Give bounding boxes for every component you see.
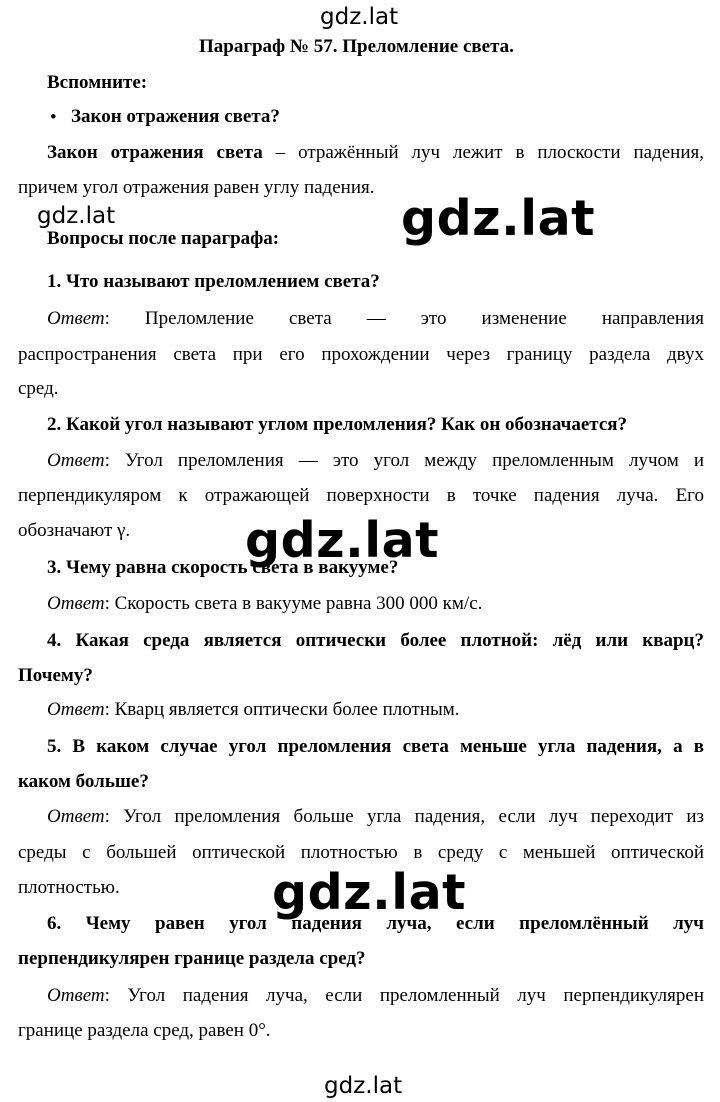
question-line: Почему?: [18, 665, 93, 686]
question: 3. Чему равна скорость света в вакууме?: [47, 557, 399, 578]
question: 2. Какой угол называют углом преломления? Как он обозначается?: [47, 414, 628, 435]
answer: Ответ: Кварц является оптически более плотным.: [47, 699, 460, 720]
answer-line: распространения света при его прохождении через границу раздела двух: [18, 344, 704, 365]
section-heading: Вопросы после параграфа:: [47, 228, 280, 249]
answer-line: обозначают γ.: [18, 520, 131, 541]
page-title: Параграф № 57. Преломление света.: [199, 36, 514, 57]
watermark-bottom: gdz.lat: [324, 1073, 403, 1099]
answer-line: сред.: [18, 378, 59, 399]
watermark-big: gdz.lat: [272, 864, 467, 921]
bullet: •: [50, 107, 57, 128]
answer: Ответ: Преломление света — это изменение направления: [47, 308, 704, 329]
answer: Ответ: Угол падения луча, если преломленный луч перпендикулярен: [47, 985, 704, 1006]
remember-heading: Вспомните:: [47, 72, 148, 93]
answer: Ответ: Угол преломления больше угла падения, если луч переходит из: [47, 806, 704, 827]
answer: Ответ: Угол преломления — это угол между преломленным лучом и: [47, 450, 704, 471]
watermark-big: gdz.lat: [401, 190, 596, 247]
remember-answer: Закон отражения света – отражённый луч лежит в плоскости падения,: [47, 142, 704, 163]
question: 5. В каком случае угол преломления света меньше угла падения, а в: [47, 736, 704, 757]
question: 6. Чему равен угол падения луча, если преломлённый луч: [47, 913, 704, 934]
answer-line: границе раздела сред, равен 0°.: [18, 1020, 271, 1041]
question: 4. Какая среда является оптически более плотной: лёд или кварц?: [47, 630, 704, 651]
question: 1. Что называют преломлением света?: [47, 271, 380, 292]
answer-line: плотностью.: [18, 877, 120, 898]
answer: Ответ: Скорость света в вакууме равна 300 000 км/с.: [47, 593, 483, 614]
answer-line: среды с большей оптической плотностью в среду с меньшей оптической: [18, 842, 704, 863]
remember-question: Закон отражения света?: [71, 106, 280, 127]
answer-line: перпендикуляром к отражающей поверхности в точке падения луча. Его: [18, 485, 704, 506]
question-line: каком больше?: [18, 771, 149, 792]
watermark-left: gdz.lat: [37, 203, 116, 229]
remember-answer-line: причем угол отражения равен углу падения.: [18, 177, 375, 198]
watermark-big: gdz.lat: [245, 512, 440, 569]
watermark-top: gdz.lat: [320, 4, 399, 30]
question-line: перпендикулярен границе раздела сред?: [18, 948, 366, 969]
